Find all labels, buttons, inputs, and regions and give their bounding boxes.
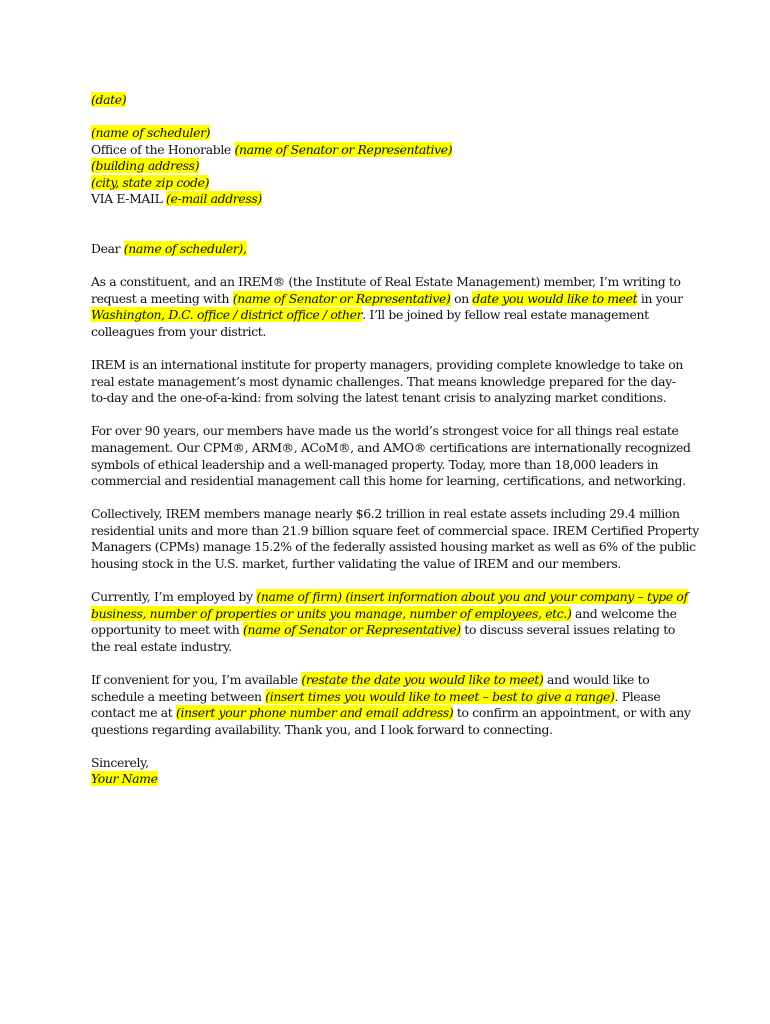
text-line (91, 622, 690, 639)
senator-placeholder: (name of Senator or Representative) (234, 141, 453, 157)
senator-placeholder: (name of Senator or Representative) (242, 622, 461, 638)
senator-placeholder: (name of Senator or Representative) (232, 290, 451, 306)
firm-details-placeholder: business, number of properties or units you manage, number of employees, etc.) (91, 605, 572, 621)
salutation-name-placeholder: (name of scheduler), (123, 241, 247, 257)
building-placeholder: (building address) (91, 158, 200, 174)
office-line (91, 142, 690, 159)
city-placeholder: (city, state zip code) (91, 174, 210, 190)
text-run: in your (637, 290, 683, 306)
text-run: schedule a meeting between (91, 688, 266, 704)
text-line: commercial and residential management call this home for learning, certifications, and networking. (91, 473, 686, 489)
paragraph-request (91, 274, 690, 340)
spacer (91, 109, 690, 126)
via-prefix: VIA E-MAIL (91, 191, 167, 207)
text-run: on (450, 290, 473, 306)
text-line: management. Our CPM®, ARM®, ACoM®, and AMO® certifications are internationally recognized (91, 439, 691, 455)
date-line (91, 92, 690, 109)
text-line: Collectively, IREM members manage nearly $6.2 trillion in real estate assets including 29.4 million (91, 506, 680, 522)
text-run: contact me at (91, 705, 177, 721)
scheduler-placeholder: (name of scheduler) (91, 125, 211, 141)
text-line: As a constituent, and an IREM® (the Institute of Real Estate Management) member, I’m writing to (91, 274, 681, 290)
building-line (91, 158, 690, 175)
text-run: Currently, I’m employed by (91, 589, 257, 605)
text-run: and would like to (543, 671, 650, 687)
office-location-placeholder: Washington, D.C. office / district office / other (91, 307, 363, 323)
times-placeholder: (insert times you would like to meet – best to give a range) (265, 688, 615, 704)
signature-name-placeholder: Your Name (91, 771, 158, 787)
salutation-prefix: Dear (91, 241, 124, 257)
closing (91, 755, 690, 788)
text-line: symbols of ethical leadership and a well-managed property. Today, more than 18,000 leaders in (91, 456, 659, 472)
text-line (91, 307, 690, 324)
meeting-date-placeholder: date you would like to meet (472, 290, 638, 306)
contact-placeholder: (insert your phone number and email address) (176, 705, 454, 721)
paragraph-irem-intro (91, 357, 690, 407)
text-run: to confirm an appointment, or with any (453, 705, 691, 721)
text-line: colleagues from your district. (91, 323, 267, 339)
text-run: to discuss several issues relating to (460, 622, 675, 638)
spacer (91, 208, 690, 241)
text-line (91, 606, 690, 623)
text-line (91, 589, 690, 606)
text-line (91, 672, 690, 689)
text-line: housing stock in the U.S. market, further validating the value of IREM and our members. (91, 555, 621, 571)
text-line: residential units and more than 21.9 billion square feet of commercial space. IREM Certified Property (91, 522, 699, 538)
email-placeholder: (e-mail address) (166, 191, 262, 207)
salutation (91, 241, 690, 258)
text-line (91, 291, 690, 308)
text-line: questions regarding availability. Thank you, and I look forward to connecting. (91, 721, 553, 737)
office-prefix: Office of the Honorable (91, 141, 235, 157)
text-line: the real estate industry. (91, 638, 232, 654)
paragraph-statistics (91, 506, 699, 572)
closing-sincerely: Sincerely, (91, 754, 149, 770)
text-run: . Please (614, 688, 661, 704)
text-line: to-day and the one-of-a-kind: from solving the latest tenant crisis to analyzing market conditions. (91, 390, 667, 406)
text-line: For over 90 years, our members have made us the world’s strongest voice for all things real estate (91, 423, 679, 439)
text-line: Managers (CPMs) manage 15.2% of the federally assisted housing market as well as 6% of the public (91, 539, 696, 555)
scheduler-line (91, 125, 690, 142)
recipient-address (91, 125, 690, 208)
restate-date-placeholder: (restate the date you would like to meet) (301, 671, 544, 687)
text-line: IREM is an international institute for property managers, providing complete knowledge to take on (91, 357, 684, 373)
text-run: request a meeting with (91, 290, 233, 306)
city-line (91, 175, 690, 192)
paragraph-history (91, 423, 690, 489)
text-line: real estate management’s most dynamic challenges. That means knowledge prepared for the day- (91, 373, 676, 389)
date-placeholder: (date) (91, 92, 127, 107)
text-run: opportunity to meet with (91, 622, 243, 638)
paragraph-availability (91, 672, 690, 738)
text-run: . I’ll be joined by fellow real estate management (362, 307, 649, 323)
text-run: and welcome the (571, 605, 677, 621)
text-line (91, 705, 690, 722)
text-line (91, 689, 690, 706)
text-run: If convenient for you, I’m available (91, 671, 302, 687)
firm-placeholder: (name of firm) (insert information about you and your company – type of (256, 589, 688, 605)
via-email-line (91, 191, 690, 208)
paragraph-employment (91, 589, 690, 655)
